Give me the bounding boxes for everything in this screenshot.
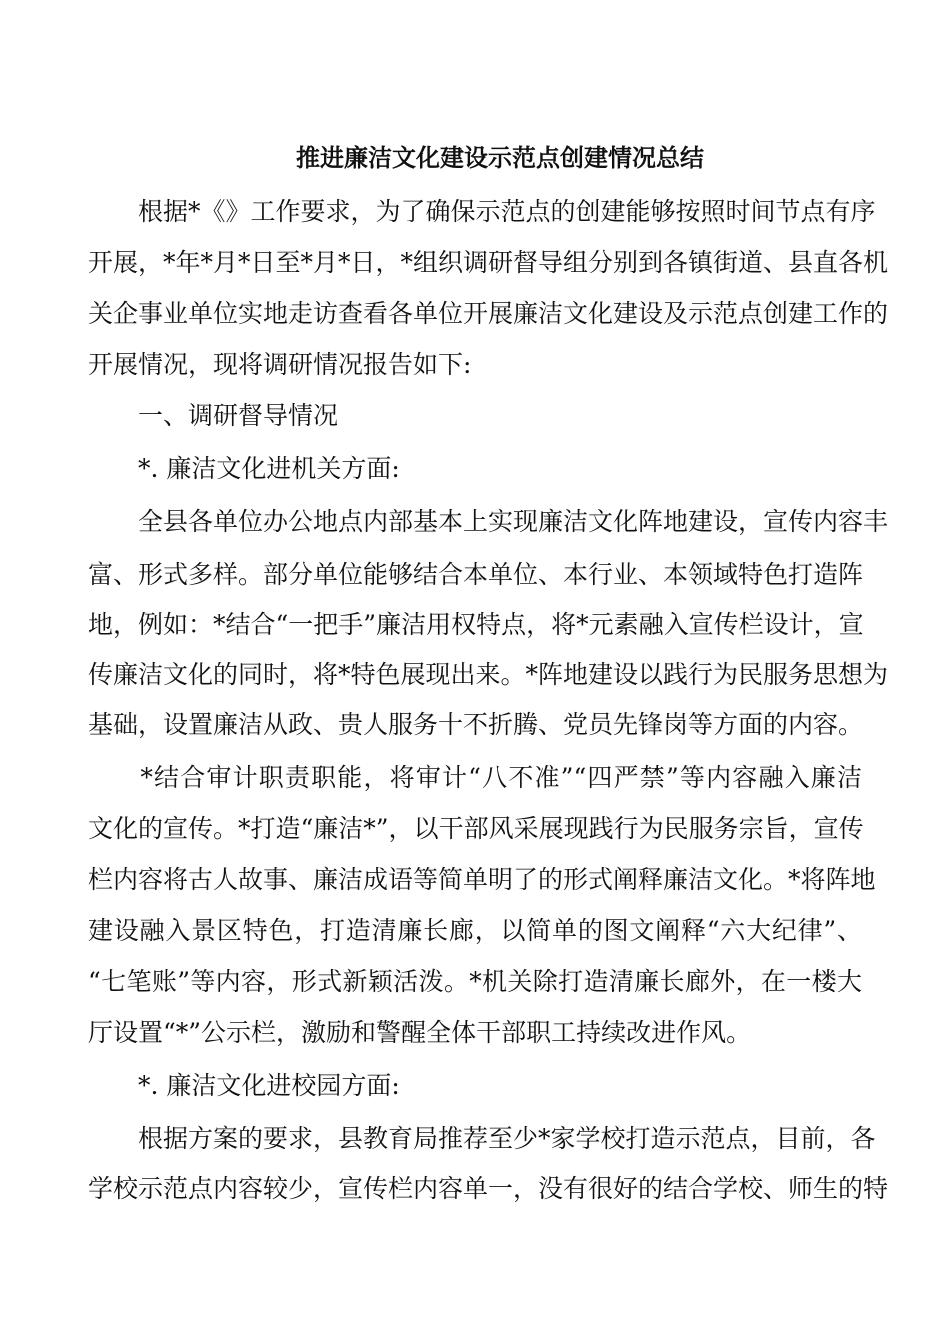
text-line: 全县各单位办公地点内部基本上实现廉洁文化阵地建设，宣传内容丰 [88,507,889,536]
text-line: 建设融入景区特色，打造清廉长廊，以简单的图文阐释“六大纪律”、 [88,916,862,945]
text-line: 地，例如：*结合“一把手”廉洁用权特点，将*元素融入宣传栏设计，宣 [88,610,864,639]
text-line: 根据*《》工作要求，为了确保示范点的创建能够按照时间节点有序 [88,197,876,226]
subsection-heading: *. 廉洁文化进机关方面: [88,454,400,483]
text-line: 开展情况，现将调研情况报告如下: [88,350,472,379]
text-line: 栏内容将古人故事、廉洁成语等简单明了的形式阐释廉洁文化。*将阵地 [88,865,876,894]
text-line: 传廉洁文化的同时，将*特色展现出来。*阵地建设以践行为民服务思想为 [88,660,889,689]
text-line: 富、形式多样。部分单位能够结合本单位、本行业、本领域特色打造阵 [88,560,864,589]
text-line: 学校示范点内容较少，宣传栏内容单一，没有很好的结合学校、师生的特 [88,1174,889,1203]
section-heading: 一、调研督导情况 [88,401,339,430]
text-line: 根据方案的要求，县教育局推荐至少*家学校打造示范点，目前，各 [88,1124,876,1153]
text-line: “七笔账”等内容，形式新颖活泼。*机关除打造清廉长廊外，在一楼大 [88,967,862,996]
text-line: 关企事业单位实地走访查看各单位开展廉洁文化建设及示范点创建工作的 [88,299,889,328]
text-line: 文化的宣传。*打造“廉洁*”，以干部风采展现践行为民服务宗旨，宣传 [88,814,864,843]
text-line: *结合审计职责职能，将审计“八不准”“四严禁”等内容融入廉洁 [88,763,862,792]
text-line: 开展，*年*月*日至*月*日，*组织调研督导组分别到各镇街道、县直各机 [88,248,889,277]
text-line: 厅设置“*”公示栏，激励和警醒全体干部职工持续改进作风。 [88,1018,752,1047]
subsection-heading: *. 廉洁文化进校园方面: [88,1071,400,1100]
document-title: 推进廉洁文化建设示范点创建情况总结 [296,143,704,172]
text-line: 基础，设置廉洁从政、贵人服务十不折腾、党员先锋岗等方面的内容。 [88,710,864,739]
